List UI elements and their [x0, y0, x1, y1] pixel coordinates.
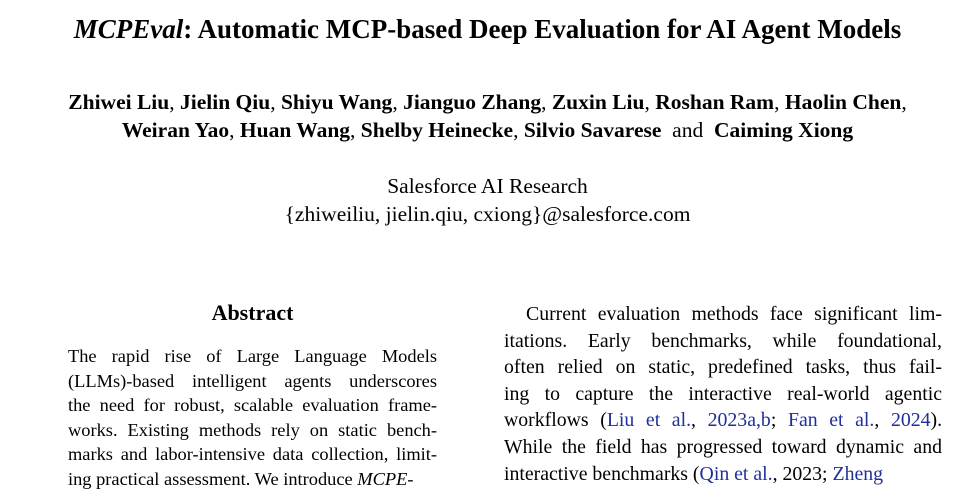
author: Haolin Chen — [785, 90, 902, 114]
affiliation — [0, 172, 975, 228]
author: Shiyu Wang — [281, 90, 392, 114]
author-line-1: Zhiwei Liu, Jielin Qiu, Shiyu Wang, Jianguo Zhang, Zuxin Liu, Roshan Ram, Haolin Chen, — [0, 88, 975, 116]
citation-link[interactable]: Qin et al. — [700, 463, 773, 485]
citation-link[interactable]: Fan et al. — [788, 409, 874, 431]
intro-line: often relied on static, predefined tasks, thus fail- — [504, 354, 942, 381]
citation-link[interactable]: Zheng — [833, 463, 884, 485]
abstract-partial-text: ing practical assessment. We introduce — [68, 469, 357, 489]
citation-link[interactable]: 2023a,b — [708, 409, 771, 431]
abstract-partial-italic: MCPE- — [357, 469, 413, 489]
abstract-line-partial — [68, 467, 437, 491]
author-conjunction: and — [672, 118, 703, 142]
intro-line: While the field has progressed toward dynamic and — [504, 434, 942, 461]
author-line-2: Weiran Yao, Huan Wang, Shelby Heinecke, Silvio Savarese and Caiming Xiong — [0, 116, 975, 144]
abstract-line: The rapid rise of Large Language Models — [68, 344, 437, 369]
author: Shelby Heinecke — [361, 118, 513, 142]
abstract-line: works. Existing methods rely on static bench- — [68, 418, 437, 443]
intro-text: , — [691, 409, 708, 431]
author: Jianguo Zhang — [403, 90, 541, 114]
author: Zhiwei Liu — [68, 90, 169, 114]
author: Roshan Ram — [655, 90, 774, 114]
paper-title-rest: : Automatic MCP-based Deep Evaluation for AI Agent Models — [183, 14, 901, 44]
abstract-line: marks and labor-intensive data collection, limit- — [68, 442, 437, 467]
introduction-column — [504, 301, 942, 487]
intro-text: ). — [931, 409, 943, 431]
author: Caiming Xiong — [714, 118, 853, 142]
intro-text: ; — [771, 409, 788, 431]
intro-line: ing to capture the interactive real-world agentic — [504, 381, 942, 408]
affiliation-org: Salesforce AI Research — [0, 172, 975, 200]
intro-line-citations — [504, 407, 942, 434]
author: Huan Wang — [240, 118, 350, 142]
citation-link[interactable]: 2024 — [891, 409, 931, 431]
intro-line: itations. Early benchmarks, while foundational, — [504, 328, 942, 355]
paper-title — [0, 14, 975, 45]
intro-text: , 2023; — [773, 463, 833, 485]
author: Weiran Yao — [122, 118, 229, 142]
author: Jielin Qiu — [180, 90, 270, 114]
intro-line-citations — [504, 461, 942, 488]
intro-text: workflows ( — [504, 409, 607, 431]
paper-title-name: MCPEval — [74, 14, 184, 44]
author-list — [0, 88, 975, 144]
intro-line: Current evaluation methods face significant lim- — [504, 301, 942, 328]
author: Zuxin Liu — [552, 90, 645, 114]
contact-email: {zhiweiliu, jielin.qiu, cxiong}@salesforce.com — [0, 200, 975, 228]
abstract-line: the need for robust, scalable evaluation frame- — [68, 393, 437, 418]
author: Silvio Savarese — [524, 118, 662, 142]
abstract-heading: Abstract — [68, 300, 437, 326]
intro-text: , — [874, 409, 891, 431]
abstract-body — [68, 344, 437, 491]
abstract-line: (LLMs)-based intelligent agents underscores — [68, 369, 437, 394]
intro-text: interactive benchmarks ( — [504, 463, 700, 485]
citation-link[interactable]: Liu et al. — [607, 409, 691, 431]
